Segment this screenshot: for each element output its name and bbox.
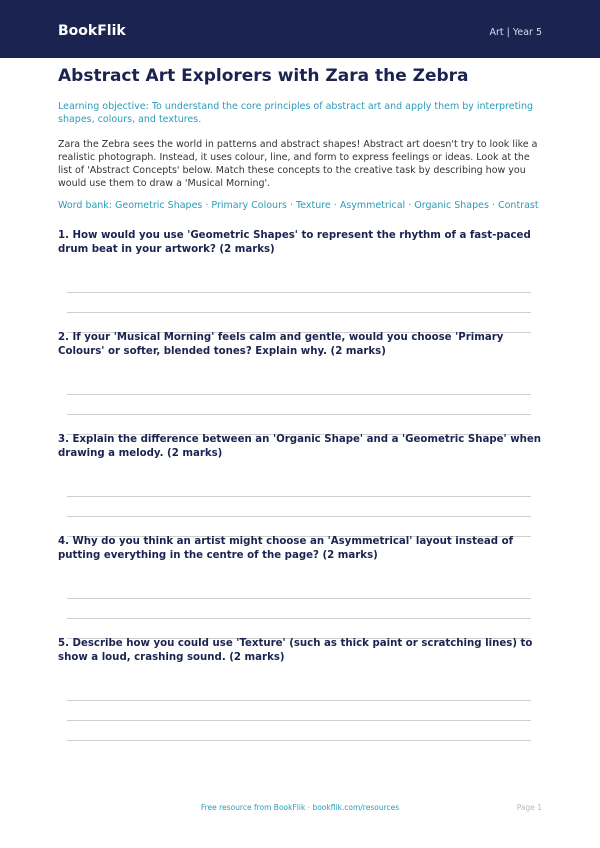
question-5: 5. Describe how you could use 'Texture' (such as thick paint or scratching lines) to show a loud, crashing sound. (2 marks) — [58, 638, 533, 663]
page-number: Page 1 — [516, 803, 542, 812]
footer-resource-link[interactable]: Free resource from BookFlik · bookflik.com/resources — [200, 803, 400, 812]
header-bar — [0, 0, 600, 58]
question-4: 4. Why do you think an artist might choose an 'Asymmetrical' layout instead of putting everything in the centre of the page? (2 marks) — [58, 536, 514, 561]
answer-line[interactable] — [67, 312, 531, 313]
question-2: 2. If your 'Musical Morning' feels calm and gentle, would you choose 'Primary Colours' or softer, blended tones? Explain why. (2 marks) — [58, 332, 504, 357]
answer-line[interactable] — [67, 414, 531, 415]
answer-line[interactable] — [67, 598, 531, 599]
question-1: 1. How would you use 'Geometric Shapes' to represent the rhythm of a fast-paced drum beat in your artwork? (2 marks) — [58, 230, 531, 255]
answer-line[interactable] — [67, 740, 531, 741]
brand-logo: BookFlik — [58, 23, 126, 39]
intro-paragraph: Zara the Zebra sees the world in patterns and abstract shapes! Abstract art doesn't try to look like a realistic photograph. Instead, it uses colour, line, and form to express feelings or ideas. Look at the list of 'Abstract Concepts' below. Match these concepts to the creative task by describing how you would use them to draw a 'Musical Morning'. — [58, 139, 538, 189]
answer-line[interactable] — [67, 394, 531, 395]
answer-line[interactable] — [67, 720, 531, 721]
answer-line[interactable] — [67, 516, 531, 517]
learning-objective: Learning objective: To understand the core principles of abstract art and apply them by interpreting shapes, colours, and textures. — [58, 101, 534, 125]
word-bank: Word bank: Geometric Shapes · Primary Colours · Texture · Asymmetrical · Organic Shapes · Contrast — [58, 200, 539, 211]
question-3: 3. Explain the difference between an 'Organic Shape' and a 'Geometric Shape' when drawing a melody. (2 marks) — [58, 434, 542, 459]
answer-line[interactable] — [67, 292, 531, 293]
answer-line[interactable] — [67, 496, 531, 497]
worksheet-title: Abstract Art Explorers with Zara the Zebra — [58, 66, 469, 86]
answer-line[interactable] — [67, 700, 531, 701]
subject-year-label: Art | Year 5 — [489, 27, 542, 38]
answer-line[interactable] — [67, 618, 531, 619]
